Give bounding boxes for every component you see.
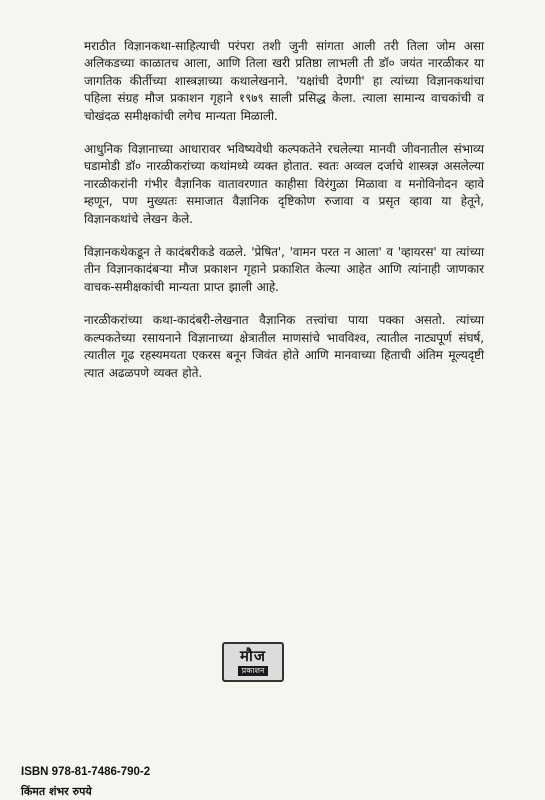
- blurb-paragraph-4: नारळीकरांच्या कथा-कादंबरी-लेखनात वैज्ञानिक तत्त्वांचा पाया पक्का असतो. त्यांच्या कल्पकतेच्या रसायनाने विज्ञानाच्या क्षेत्रातील माणसांचे भावविश्व, त्यातील नाट्यपूर्ण संघर्ष, त्यातील गूढ रहस्यमयता एकरस बनून जिवंत होते आणि मानवाच्या हिताची अंतिम मूल्यदृष्टी त्यात अढळपणे व्यक्त होते.: [84, 313, 484, 380]
- publisher-logo: [222, 642, 284, 682]
- isbn-number: ISBN 978-81-7486-790-2: [21, 766, 151, 778]
- price-label: किंमत शंभर रुपये: [21, 785, 92, 798]
- blurb-paragraph-2: आधुनिक विज्ञानाच्या आधारावर भविष्यवेधी कल्पकतेने रचलेल्या मानवी जीवनातील संभाव्य घडामोडी डॉ० नारळीकरांच्या कथांमध्ये व्यक्त होतात. स्वतः अव्वल दर्जाचे शास्त्रज्ञ असलेल्या नारळीकरांनी गंभीर वैज्ञानिक वातावरणात काहीसा विरंगुळा मिळावा व मनोविनोदन व्हावे म्हणून, पण मुख्यतः समाजात वैज्ञानिक दृष्टिकोण रुजावा व प्रसृत व्हावा या हेतूने, विज्ञानकथांचे लेखन केले.: [84, 142, 484, 226]
- publisher-logo-name: मौज: [240, 647, 266, 665]
- blurb-paragraph-1: मराठीत विज्ञानकथा-साहित्याची परंपरा तशी जुनी सांगता आली तरी तिला जोम असा अलिकडच्या काळातच आला, आणि तिला खरी प्रतिष्ठा लाभली ती डॉ० जयंत नारळीकर या जागतिक कीर्तीच्या शास्त्रज्ञाच्या कथालेखनाने. 'यक्षांची देणगी' हा त्यांच्या विज्ञानकथांचा पहिला संग्रह मौज प्रकाशन गृहाने १९७९ साली प्रसिद्ध केला. त्याला सामान्य वाचकांची व चोखंदळ समीक्षकांची लगेच मान्यता मिळाली.: [84, 39, 484, 123]
- publisher-logo-subtitle: प्रकाशन: [238, 666, 269, 676]
- blurb-text: [84, 38, 484, 398]
- blurb-paragraph-3: विज्ञानकथेकडून ते कादंबरीकडे वळले. 'प्रेषित', 'वामन परत न आला' व 'व्हायरस' या त्यांच्या तीन विज्ञानकादंबऱ्या मौज प्रकाशन गृहाने प्रकाशित केल्या आहेत आणि त्यांनाही जाणकार वाचक-समीक्षकांची मान्यता प्राप्त झाली आहे.: [84, 245, 484, 294]
